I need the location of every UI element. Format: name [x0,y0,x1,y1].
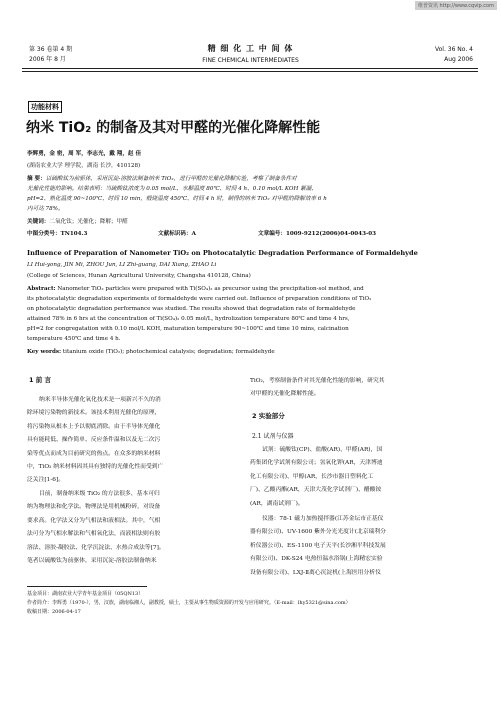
text-line: 药集团化学试剂有限公司；氢氧化钾(AR，天津博迪 [250,460,383,467]
clc-number: 中图分类号：TN104.3 [27,231,88,237]
keywords-en-label: Key words: [27,349,62,355]
abstract-en [27,284,475,344]
intro-paragraph-1 [27,394,233,488]
keywords-en-text: titanium oxide (TiO₂); photochemical catalysis; degradation; formaldehyde [62,349,275,355]
keywords-cn-text: 二氧化钛；光催化；降解；甲醛 [49,219,128,225]
text-line: 中，TiO₂ 纳米材料因其具有独特的光催化性而受到广 [27,464,164,471]
text-line: 要求高。化学法又分为气相法和液相法。其中，气相 [27,517,161,524]
title-en: Influence of Preparation of Nanometer TiO₂ on Photocatalytic Degradation Performance of Formaldehyde [27,249,418,257]
text-line: 泛关注[1-6]。 [27,477,65,484]
text-line: 染等优点而成为目前研究的热点。在众多的纳米材料 [27,450,161,457]
text-line: 试剂：硫酸钛(CP)、盐酸(AR)、甲醛(AR)，国 [262,447,383,453]
abstract-cn-line: 以硫酸钛为前驱体，采用沉淀-溶胶法制备纳米 TiO₂，进行甲醛的光催化降解实验，考察了制备条件对 [45,176,297,182]
affiliation-cn: (湖南农业大学 理学院，湖南 长沙，410128) [27,163,141,169]
abstract-en-line: attained 78% in 6 hrs at the concentration of Ti(SO₄)₂ 0.05 mol/L, hydrolization temperature 80℃ and time 4 hrs, [27,316,350,322]
section-introduction-heading: 1 前 言 [29,376,52,384]
keywords-cn-label: 关键词： [27,219,50,225]
text-line: 析仪器公司)、ES-1100 电子天平(长沙湘平科技发展 [250,542,386,549]
abstract-cn-line: 光催化性能的影响。结果表明：当硫酸钛浓度为 0.05 mol/L、水解温度 80℃、时间 4 h、0.10 mol/L KOH 絮凝、 [27,186,317,192]
abstract-en-line: temperature 450℃ and time 4 h. [27,336,121,342]
keywords-en [27,348,275,358]
abstract-en-line: on photocatalytic degradation performance was studied. The results showed that degradation rate of formaldehyde [27,306,356,312]
section-experimental-heading: 2 实验部分 [252,412,285,420]
abstract-en-line: pH=2 for congregatation with 0.10 mol/L KOH, maturation temperature 90~100℃ and time 10 mins, calcination [27,326,349,332]
text-line: 有限公司)、DK-S24 电热恒温水浴锅(上海精宏实验 [250,556,383,563]
instruments-paragraph [250,513,476,580]
keywords-cn [27,218,128,228]
text-line: 纳米半导体光催化氧化技术是一项新兴不久的消 [39,397,161,403]
paper-title: 纳米 TiO₂ 的制备及其对甲醛的光催化降解性能 [26,120,321,136]
text-line: 仪器：78-1 磁力加热搅拌器(江苏金坛市正基仪 [262,516,384,522]
article-number: 文章编号：1009-9212(2006)04-0043-03 [258,231,377,237]
abstract-cn-line: pH=2、熟化温度 90~100℃、时间 10 min，煅烧温度 450℃、时间 4 h 时，制得的纳米 TiO₂ 对甲醛的降解效率 6 h [27,196,327,202]
date-en: Aug 2006 [444,56,473,63]
intro-paragraph-2 [27,488,233,568]
reagents-paragraph [250,444,476,511]
abstract-en-line: Nanometer TiO₂ particles were prepared with Ti(SO₄)₂ as precursor using the precipitation-sol method, and [57,286,364,292]
text-line: 法可分为气相水解法和气相氧化法，而液相法则有胶 [27,531,161,538]
text-line: 目前，制备纳米级 TiO₂ 的方法很多，基本可归 [39,491,160,497]
text-line: (AR，湖南试剂厂)。 [250,500,304,507]
footnotes [27,590,477,617]
text-line: 厂)、乙酸丙酯(AR，天津大茂化学试剂厂)、醋酸铵 [250,487,382,494]
author-bio-note: 作者简介：李辉勇（1970-），男，汉族，湖南临湘人，副教授，硕士，主要从事生物质资源的开发与应用研究。（E-mail：lhy5321@sina.com） [27,600,351,606]
subsection-reagents-heading: 2.1 试剂与仪器 [252,433,294,440]
abstract-en-line: its photocatalytic degradation experiments of formaldehyde were carried out. Influence of preparation conditions of TiO₂ [27,296,372,302]
text-line: 设备有限公司)、LXJ-Ⅱ离心沉淀机(上海医用分析仪 [250,569,381,576]
affiliation-en: (College of Sciences, Hunan Agricultural University, Changsha 410128, China) [27,273,251,279]
text-line: 器有限公司)、UV-1600 紫外分光光度计(北京瑞利分 [250,529,386,536]
footnote-rule [27,586,147,587]
funding-note: 基金项目：湖南农业大学青年基金项目（05QN13） [27,591,144,597]
abstract-cn [27,174,475,214]
received-date-note: 收稿日期：2006-04-17 [27,609,81,615]
text-line: 对甲醛的光催化降解性能。 [250,391,320,398]
text-line: 具有能耗低、操作简单、反应条件温和以及无二次污 [27,437,161,444]
journal-title-cn: 精 细 化 工 中 间 体 [207,44,294,53]
text-line: 除环境污染物的新技术。该技术利用光催化的原理， [27,410,161,417]
watermark: 维普资讯 http://www.cqvip.com [415,1,497,10]
text-line: TiO₂，考察制备条件对其光催化性能的影响，研究其 [250,378,385,384]
authors-cn: 李辉勇，金 密，周 军，李志光，戴 翔，赵 佳 [27,151,142,157]
abstract-en-label: Abstract: [27,286,56,292]
volume-en: Vol. 36 No. 4 [434,46,473,53]
text-line: 溶法、溶胶-凝胶法、化学沉淀法、水热合成法等[7]。 [27,544,165,551]
abstract-cn-label: 摘 要： [27,176,46,182]
section-label: 功能材料 [28,101,62,113]
text-line: 纳为物理法和化学法。物理法是用机械粉碎，对设备 [27,504,161,511]
text-line: 将污染物从根本上予以彻底消除。由于半导体光催化 [27,423,161,430]
right-paragraph-1 [250,375,476,402]
text-line: 笔者以硫酸钛为前驱体，采用沉淀-溶胶法制备纳米 [27,558,157,565]
volume-cn: 第 36 卷第 4 期 [29,46,73,53]
document-code: 文献标识码：A [158,231,196,237]
text-line: 化工有限公司)、甲醇(AR，长沙市器日塑料化工 [250,473,374,480]
abstract-cn-line: 内可达 78%。 [27,206,64,212]
header-rule-thin [22,71,478,72]
authors-en: LI Hui-yong, JIN Mi, ZHOU Jun, LI Zhi-guang, DAI Xiang, ZHAO Li [27,262,217,268]
journal-title-en: FINE CHEMICAL INTERMEDIATES [202,57,299,64]
header-rule [22,68,478,69]
date-cn: 2006 年 8 月 [29,56,66,63]
